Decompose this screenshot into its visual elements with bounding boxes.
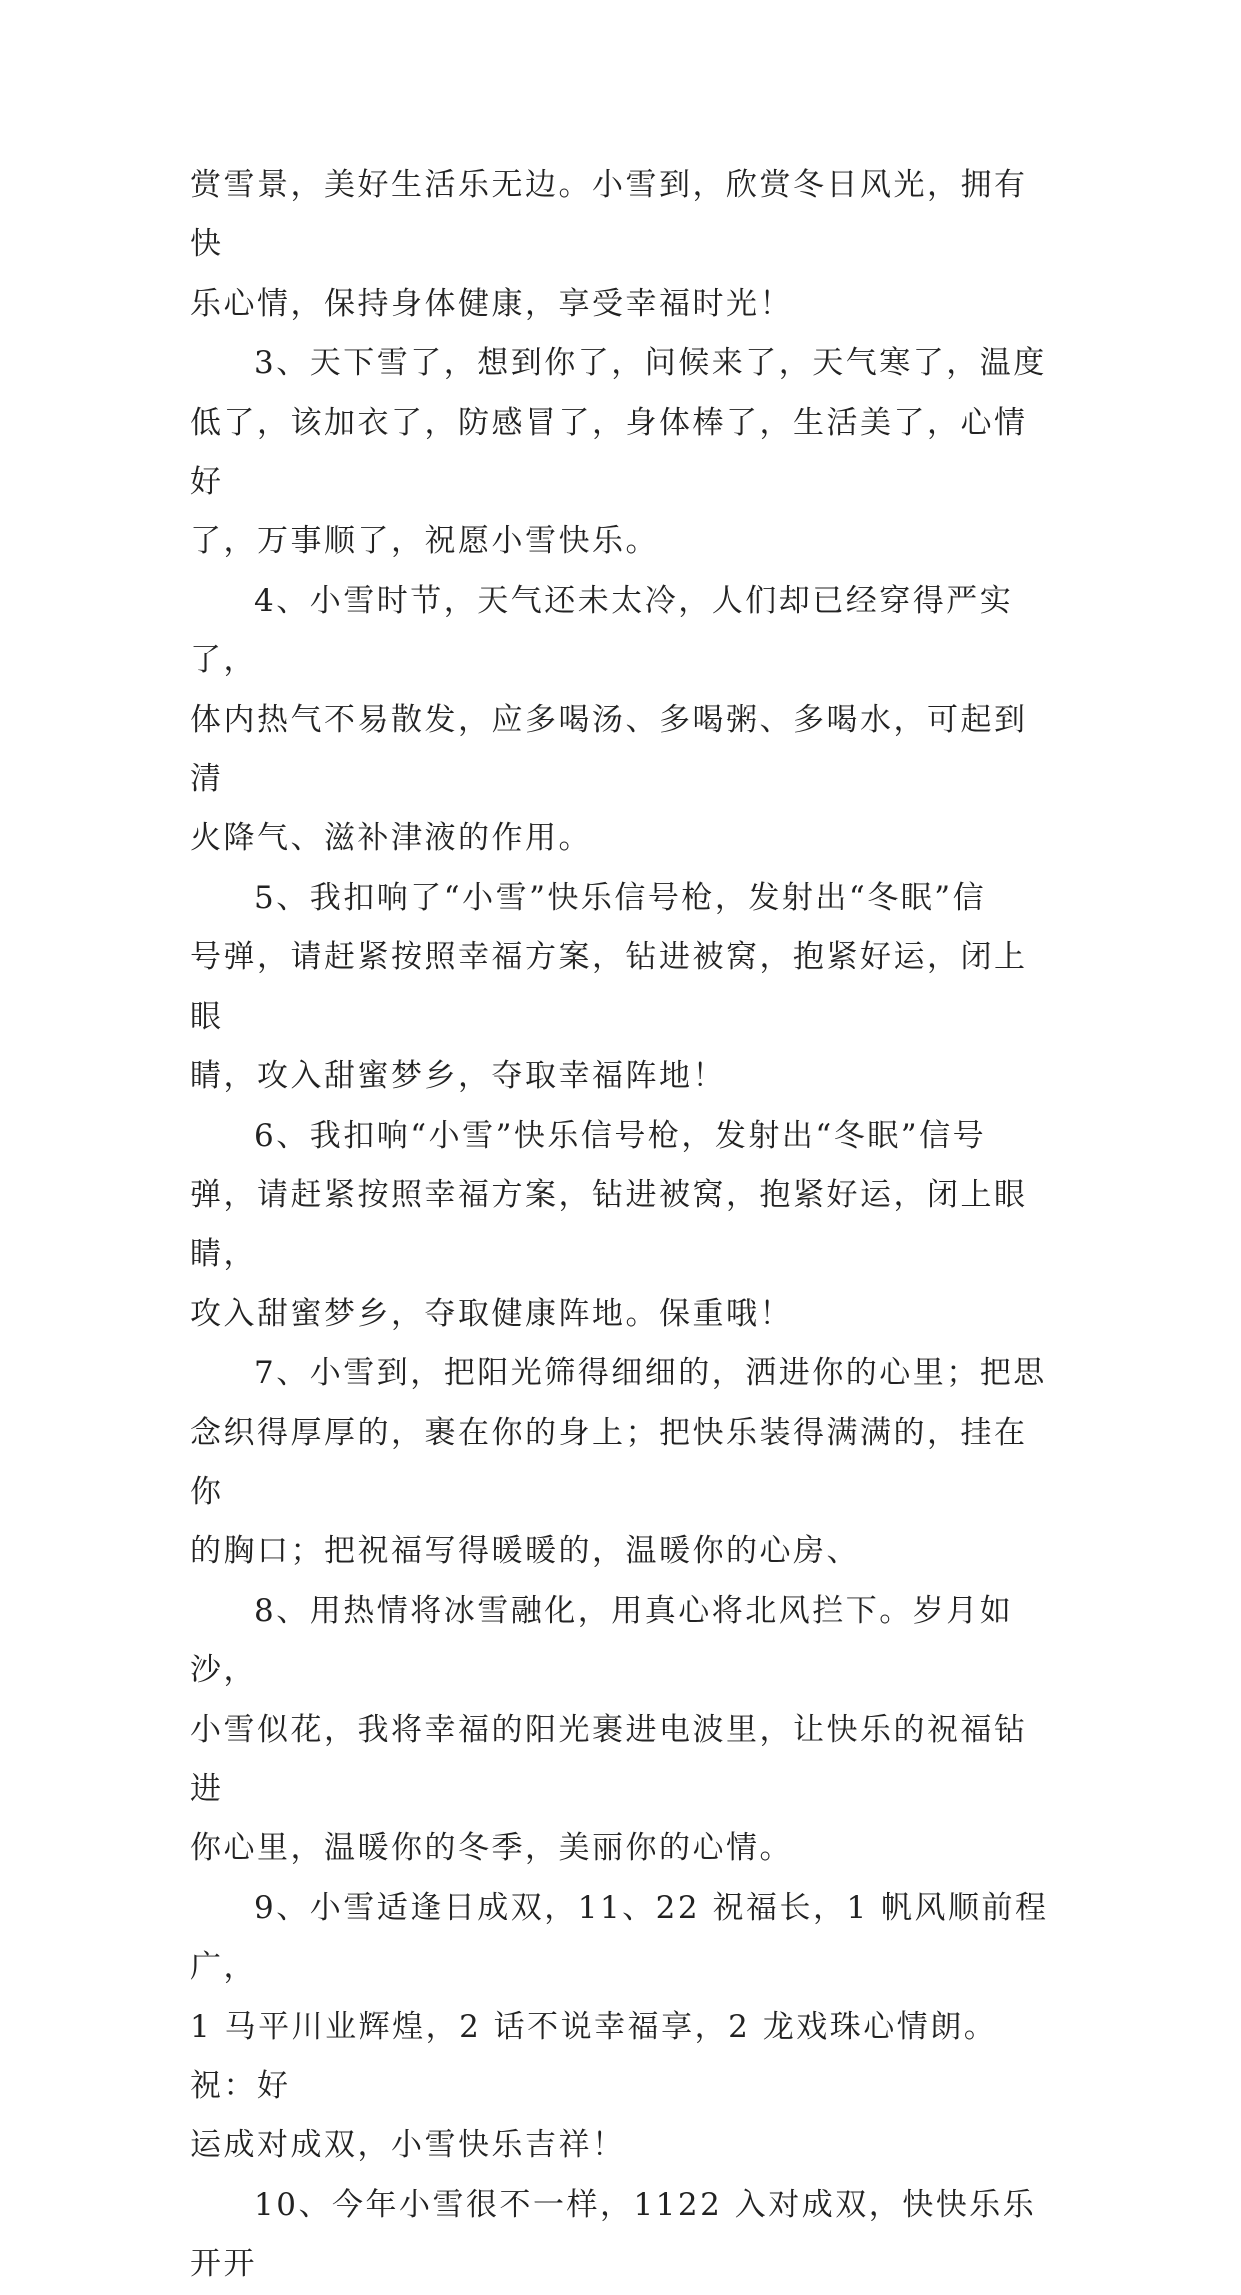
line: 了，万事顺了，祝愿小雪快乐。 [190, 523, 659, 560]
paragraph-item-10 [190, 2176, 1060, 2295]
line: 念织得厚厚的，裹在你的身上；把快乐装得满满的，挂在你 [190, 1414, 1028, 1510]
line: 运成对成双，小雪快乐吉祥！ [190, 2127, 626, 2164]
line: 小雪似花，我将幸福的阳光裹进电波里，让快乐的祝福钻进 [190, 1711, 1028, 1807]
paragraph-item-9 [190, 1879, 1060, 2176]
line: 3、天下雪了，想到你了，问候来了，天气寒了，温度 [254, 345, 1047, 382]
line: 体内热气不易散发，应多喝汤、多喝粥、多喝水，可起到清 [190, 701, 1028, 798]
line: 1 马平川业辉煌，2 话不说幸福享，2 龙戏珠心情朗。祝：好 [190, 2008, 998, 2104]
line: 低了，该加衣了，防感冒了，身体棒了，生活美了，心情好 [190, 404, 1028, 501]
paragraph-item-6 [190, 1107, 1060, 1345]
document-body [190, 156, 1060, 2295]
line: 号弹，请赶紧按照幸福方案，钻进被窝，抱紧好运，闭上眼 [190, 939, 1028, 1035]
line: 9、小雪适逢日成双，11、22 祝福长，1 帆风顺前程广， [190, 1889, 1049, 1986]
line: 火降气、滋补津液的作用。 [190, 820, 592, 857]
line: 5、我扣响了“小雪”快乐信号枪，发射出“冬眠”信 [254, 879, 987, 916]
line: 10、今年小雪很不一样，1122 入对成双，快快乐乐开开 [190, 2186, 1037, 2283]
line: 攻入甜蜜梦乡，夺取健康阵地。保重哦！ [190, 1295, 793, 1332]
paragraph-item-4 [190, 572, 1060, 869]
line: 4、小雪时节，天气还未太冷，人们却已经穿得严实了， [190, 582, 1014, 679]
line: 赏雪景，美好生活乐无边。小雪到，欣赏冬日风光，拥有快 [190, 167, 1028, 263]
paragraph-item-3 [190, 334, 1060, 572]
line: 你心里，温暖你的冬季，美丽你的心情。 [190, 1830, 793, 1867]
paragraph-item-7 [190, 1344, 1060, 1582]
line: 7、小雪到，把阳光筛得细细的，洒进你的心里；把思 [254, 1355, 1047, 1392]
line: 乐心情，保持身体健康，享受幸福时光！ [190, 285, 793, 322]
paragraph-1 [190, 156, 1060, 334]
line: 8、用热情将冰雪融化，用真心将北风拦下。岁月如沙， [190, 1592, 1014, 1689]
line: 弹，请赶紧按照幸福方案，钻进被窝，抱紧好运，闭上眼睛， [190, 1176, 1028, 1273]
line: 睛，攻入甜蜜梦乡，夺取幸福阵地！ [190, 1058, 726, 1095]
line: 的胸口；把祝福写得暖暖的，温暖你的心房、 [190, 1533, 860, 1570]
paragraph-item-5 [190, 869, 1060, 1107]
paragraph-item-8 [190, 1582, 1060, 1879]
line: 6、我扣响“小雪”快乐信号枪，发射出“冬眠”信号 [254, 1117, 987, 1154]
